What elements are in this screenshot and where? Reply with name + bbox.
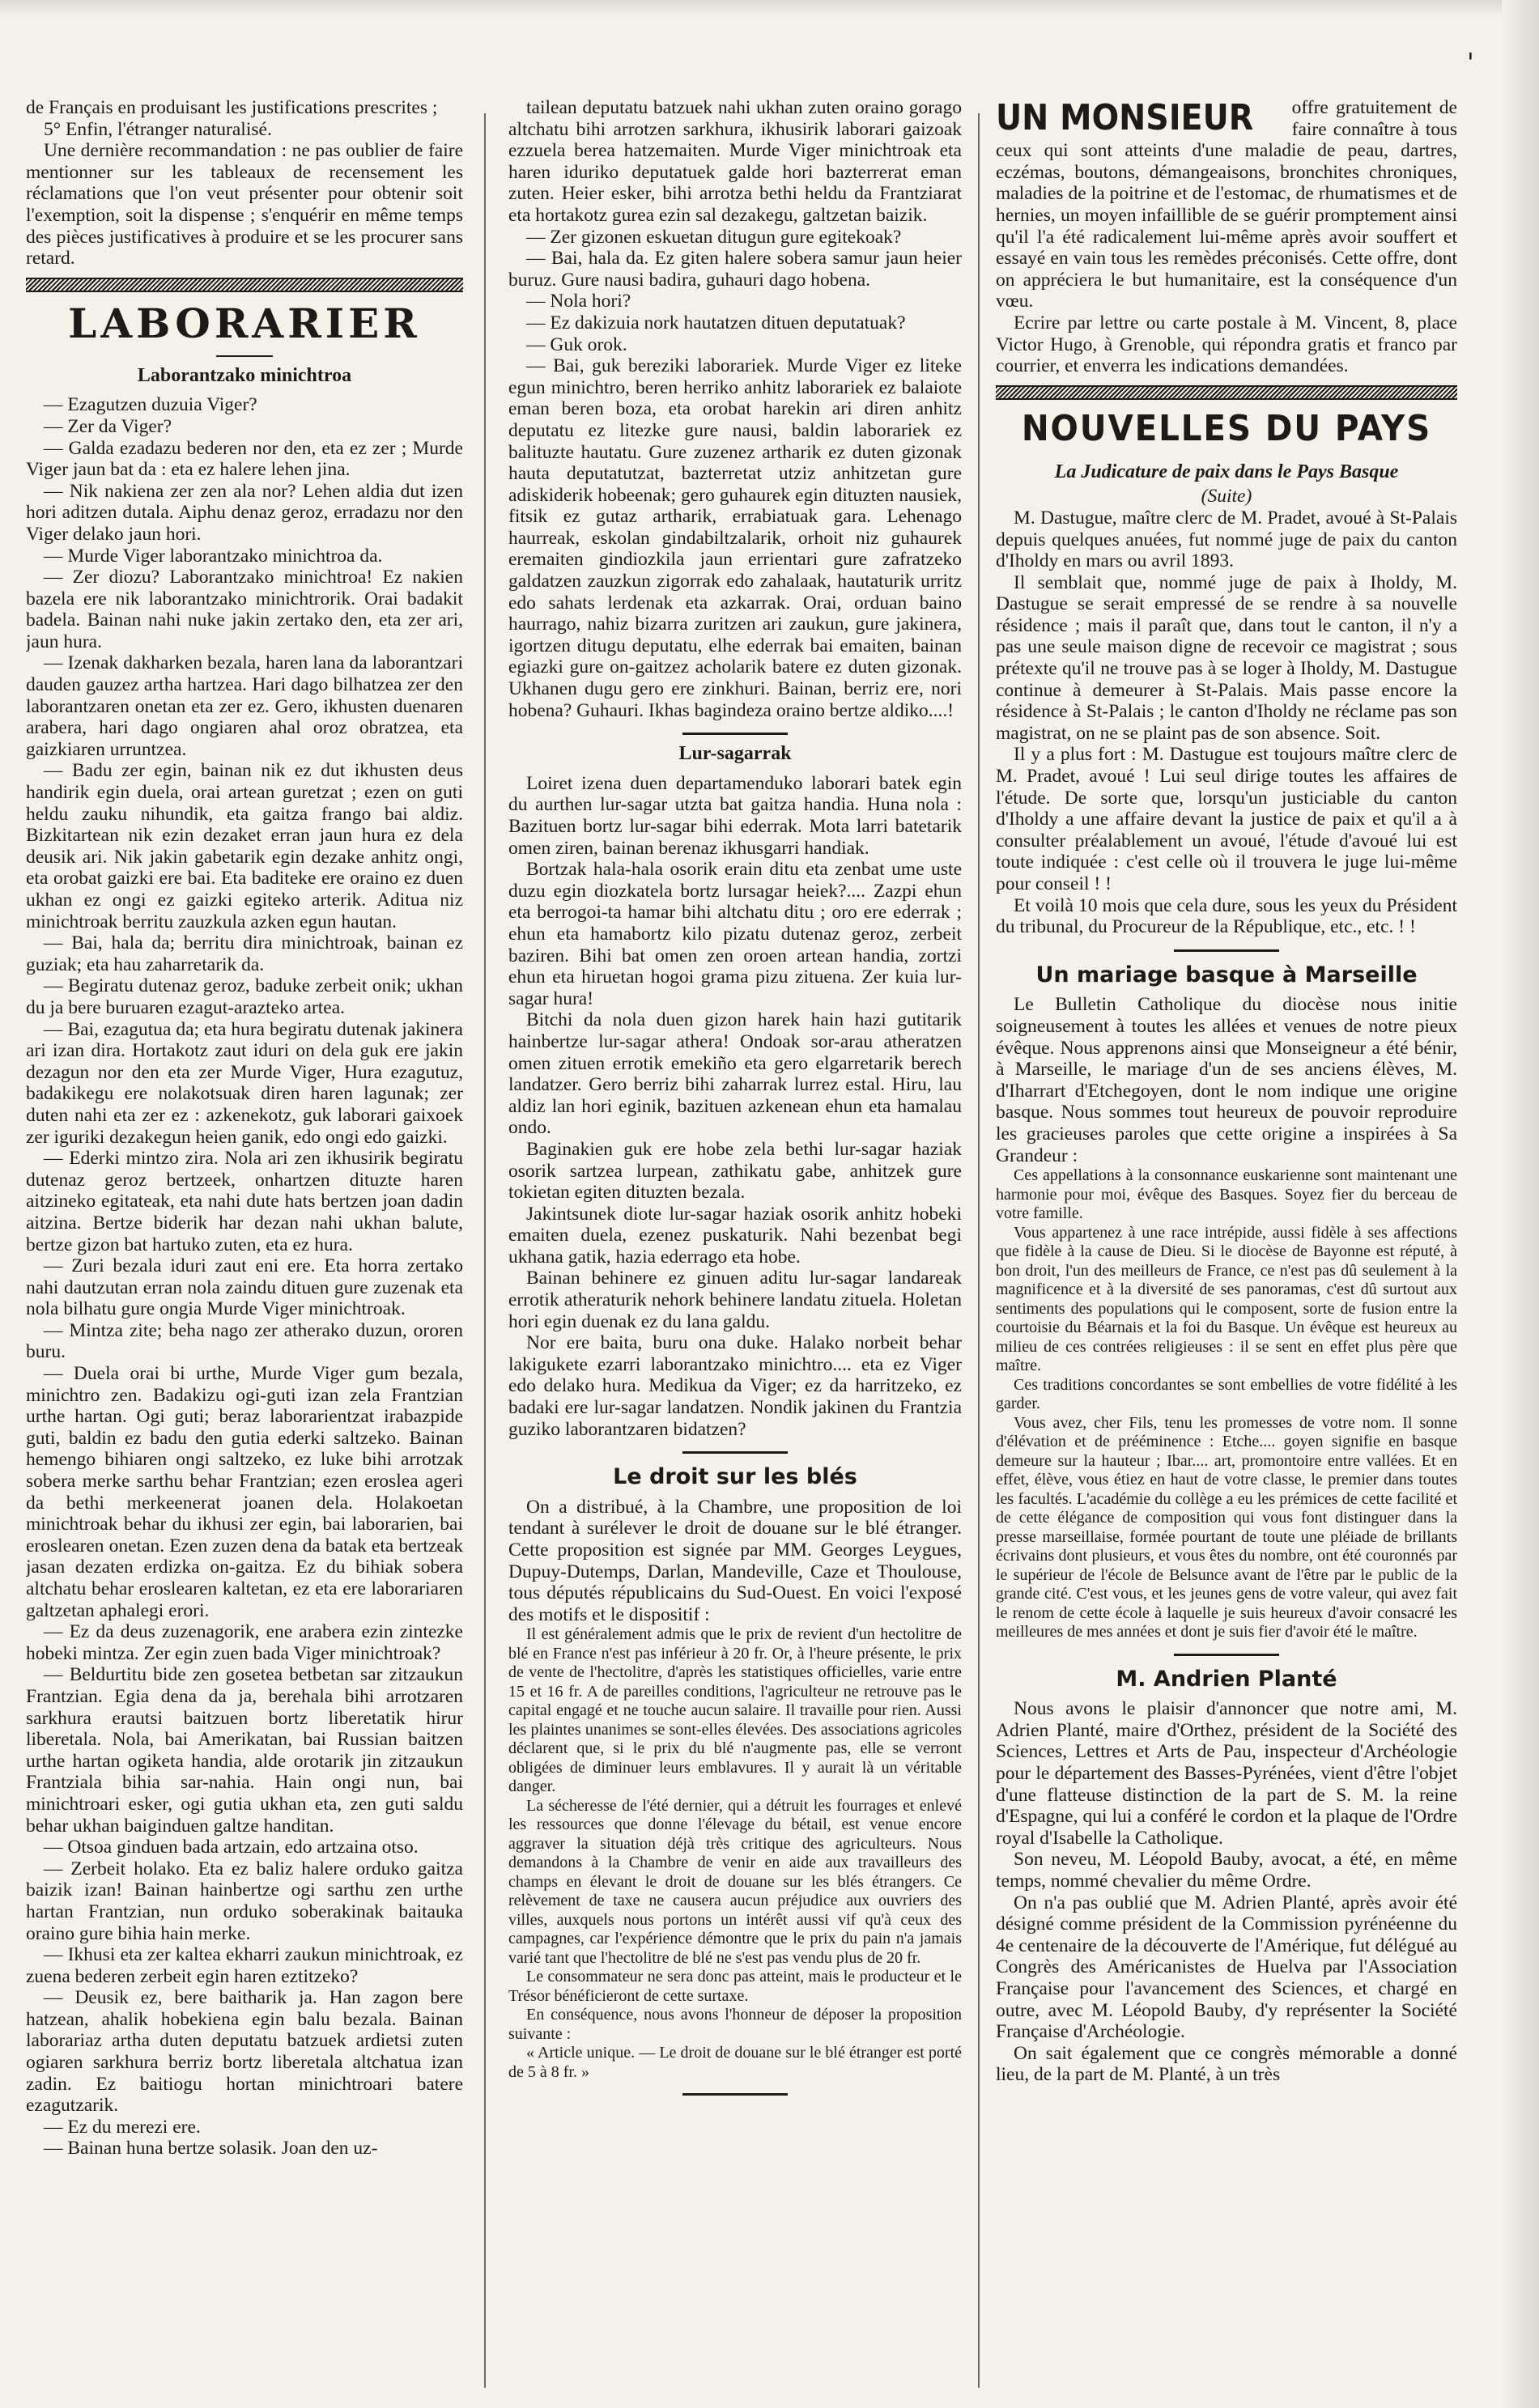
paragraph: — Zer da Viger? — [44, 415, 172, 437]
paragraph: — Ederki mintzo zira. Nola ari zen ikhusirik begiratu dutenaz geroz bertzeek, onhartzen dituzte haren aitzineko egitateak, eta nahi dute hats bertzen joan dadin aitzina. Bertze biderik har dezan nahi ukhan balute, bertze gizon bat hartuko zuten, eta ez hura. — [26, 1148, 463, 1255]
section-divider — [996, 385, 1457, 400]
top-edge — [0, 0, 1539, 16]
paragraph: — Bai, hala da. Ez giten halere sobera samur jaun heier buruz. Gure nausi badira, guhauri dago hobena. — [508, 248, 962, 291]
paragraph: — Mintza zite; beha nago zer atherako duzun, ororen buru. — [26, 1319, 463, 1363]
paragraph: La sécheresse de l'été dernier, qui a détruit les fourrages et enlevé les ressources que donne l'élevage du bétail, est venue encore aggraver la situation déjà très critique des agriculteurs. Nous demandons à la Chambre de venir en aide aux travailleurs des champs en élevant le droit de douane sur les blés étrangers. Ce relèvement de taxe ne causera aucun préjudice aux ouvriers des villes, auxquels nous portons un intérêt aussi vif qu'à ceux des campagnes, car l'expérience démontre que le prix du pain n'a jamais varié tant que l'hectolitre de blé ne s'est pas vendu plus de 20 fr. — [508, 1796, 962, 1967]
column-rule-left — [484, 113, 486, 2388]
laborarier-title: LABORARIER — [68, 299, 421, 347]
paragraph: — Begiratu dutenaz geroz, baduke zerbeit onik; ukhan du ja bere buruaren ezagut-arazteko artea. — [26, 975, 463, 1018]
paragraph: Baginakien guk ere hobe zela bethi lur-sagar haziak osorik sartzea lurpean, zathikatu gabe, anhitzek gure tokietan egiten dituzten bezala. — [508, 1138, 962, 1204]
paragraph: Jakintsunek diote lur-sagar haziak osorik anhitz hobeki emaiten duela, ezenez puskaturik. Nahi bezenbat begi ukhana gatik, hazia ederrago eta hobe. — [508, 1203, 962, 1268]
paragraph: Bortzak hala-hala osorik erain ditu eta zenbat ume uste duzu egin diozkatela bortz lursagar heiek?.... Zazpi ehun eta berrogoi-ta hamar bihi altchatu ditu ; oro ere ederrak ; ehun eta hamabortz kilo pizatu dutenaz geroz, zerbeit baziren. Bihi bat omen zen oroen artean handia, zortzi ehun eta hiruetan hogoi grama pizu zituena. Zer kuia lur-sagar hura! — [508, 859, 962, 1009]
corner-mark: ' — [1467, 47, 1474, 78]
intro-paragraph: de Français en produisant les justifications prescrites ; — [26, 97, 438, 118]
judicature-title: La Judicature de paix dans le Pays Basque — [1054, 461, 1399, 482]
intro-paragraph: Une dernière recommandation : ne pas oublier de faire mentionner sur les tableaux de recensement les réclamations que l'on veut présenter pour obtenir soit l'exemption, soit la dispense ; s'enquérir en même temps des pièces justificatives à produire et se les procurer sans retard. — [26, 140, 463, 270]
paragraph: Nous avons le plaisir d'annoncer que notre ami, M. Adrien Planté, maire d'Orthez, président de la Société des Sciences, Lettres et Arts de Pau, inspecteur d'Archéologie pour le département des Basses-Pyrénées, vient d'être l'objet d'une flatteuse distinction de la part de S. M. la reine d'Espagne, qui lui a conféré le cordon et la plaque de l'Ordre royal d'Isabelle la Catholique. — [996, 1698, 1457, 1849]
page-edge — [1502, 0, 1539, 2408]
paragraph: — Duela orai bi urthe, Murde Viger gum bezala, minichtro zen. Badakizu ogi-guti izan zela Frantzian urthe hartan. Ogi guti; beraz laborarientzat irabazpide guti, baldin ez badu den gutia ederki saltzeko. Bainan hemengo bihiaren ongi saltzeko, ez luke bihi arrotzak sobera merke sarthu behar Frantzian; ezen eroslea ageri da bethi merkeenerat joanen dela. Holakoetan minichtroak behar du ikhusi zer egin, bai laborarien, bai eroslearen onetan. Ezen zuzen dena da batak eta bertzeak jasan dezaten erdizka on-gaitza. Ez du bihiak sobera altchatu behar eroslearen kaltetan, ez eta ere laborariaren galtzetan aphalegi erori. — [26, 1363, 463, 1621]
droit-bles-title: Le droit sur les blés — [613, 1464, 857, 1490]
paragraph: — Ikhusi eta zer kaltea ekharri zaukun minichtroak, ez zuena bederen zerbeit egin haren eztitzeko? — [26, 1944, 463, 1987]
paragraph: Bainan behinere ez ginuen aditu lur-sagar landareak errotik atheraturik nehork behinere landatu zituela. Holetan hori egin duenak ez du lana galdu. — [508, 1268, 962, 1332]
paragraph: — Izenak dakharken bezala, haren lana da laborantzari dauden gauzez artha hartzea. Hari dago bilhatzea zer den laborantzaren onetan eta zer ez. Gero, ikhusten duenaren arabera, hari dago ongiaren ahal oroz obratzea, eta gaizkiaren urruntzea. — [26, 652, 463, 760]
paragraph: Nor ere baita, buru ona duke. Halako norbeit behar lakigukete ezarri laborantzako minichtro.... eta ez Viger edo delako hura. Medikua da Viger; ez da harritzeko, ez badaki ere lur-sagar landatzen. Nondik jakinen du Frantzia guziko laborantzaren bidatzen? — [508, 1332, 962, 1440]
paragraph: — Nola hori? — [526, 291, 631, 312]
mariage-body — [996, 994, 1457, 1166]
lur-sagarrak-title: Lur-sagarrak — [678, 743, 792, 765]
paragraph: On sait également que ce congrès mémorable a donné lieu, de la part de M. Planté, à un très — [996, 2042, 1457, 2086]
mariage-quote — [996, 1166, 1457, 1642]
paragraph: — Ez da deus zuzenagorik, ene arabera ezin zintezke hobeki mintza. Zer egin zuen bada Viger minichtroak? — [26, 1621, 463, 1664]
paragraph: — Zer gizonen eskuetan ditugun gure egitekoak? — [526, 226, 902, 248]
paragraph: — Ezagutzen duzuia Viger? — [44, 394, 257, 416]
paragraph: — Bai, hala da; berritu dira minichtroak, bainan ez guziak; eta hau zaharretarik da. — [26, 932, 463, 975]
paragraph: Ces appellations à la consonnance euskarienne sont maintenant une harmonie pour moi, évêque des Basques. Soyez fier du berceau de votre famille. — [996, 1166, 1457, 1223]
column-3 — [996, 97, 1457, 2376]
paragraph: Et voilà 10 mois que cela dure, sous les yeux du Président du tribunal, du Procureur de la République, etc., etc. ! ! — [996, 894, 1457, 938]
paragraph: — Zer diozu? Laborantzako minichtroa! Ez nakien bazela ere nik laborantzako minichtrorik. Orai badakit badela. Bainan nahi nuke jakin zertako den, eta zer ari, jaun hura. — [26, 567, 463, 652]
paragraph: — Murde Viger laborantzako minichtroa da. — [44, 545, 383, 567]
paragraph: Il y a plus fort : M. Dastugue est toujours maître clerc de M. Pradet, avoué ! Lui seul dirige toutes les affaires de l'étude. De sorte que, lorsqu'un justiciable du canton d'Iholdy a une affaire devant la justice de paix et qu'il a à consulter préalablement un avoué, l'étude d'avoué lui est toute indiquée : c'est celle où il trouvera le juge lui-même pour conseil ! ! — [996, 744, 1457, 894]
judicature-body — [996, 508, 1457, 938]
paragraph: Son neveu, M. Léopold Bauby, avocat, a été, en même temps, nommé chevalier du même Ordre. — [996, 1849, 1457, 1892]
laborarier-subtitle: Laborantzako minichtroa — [137, 364, 352, 386]
paragraph: Ces traditions concordantes se sont embellies de votre fidélité à les garder. — [996, 1375, 1457, 1413]
paragraph: En conséquence, nous avons l'honneur de déposer la proposition suivante : — [508, 2006, 962, 2043]
paragraph: — Nik nakiena zer zen ala nor? Lehen aldia dut izen hori aditzen dutala. Aiphu denaz geroz, erradazu nor den Viger delako jaun hori. — [26, 480, 463, 545]
paragraph: On n'a pas oublié que M. Adrien Planté, après avoir été désigné comme président de la Commission pyrénéenne du 4e centenaire de la découverte de l'Amérique, fut délégué au Congrès des Américanistes de Huelva par l'Association Française pour l'avancement des Sciences, et chargé en outre, avec M. Léopold Bauby, d'y représenter la Société Française d'Archéologie. — [996, 1892, 1457, 2043]
paragraph: Bitchi da nola duen gizon harek hain hazi gutitarik hainbertze lur-sagar athera! Ondoak sor-arau atheratzen omen zituen errotik emekiño eta gero elgarretarik berech landatzer. Gero berriz bihi zaharrak lurrez estal. Hiru, lau aldiz lan hori eginik, bazituen azkenean ehun eta hamalau ondo. — [508, 1009, 962, 1139]
paragraph: — Beldurtitu bide zen gosetea betbetan sar zitzaukun Frantzian. Egia dena da ja, berehala bihi arrotzaren sarkhura erautsi baitzuen bortz liberetatik hirur liberetala. Nola, bai Amerikatan, bai Russian baitzen urthe hartan ogiketa handia, alde orotarik jin zitzaukun Frantziala bihia sar-nahia. Hain ongi nun, bai minichtroari esker, ogi gutia ukhan eta, zen guti saldu behar ukhan baiginduen galtze handitan. — [26, 1664, 463, 1837]
advertisement — [996, 97, 1457, 377]
paragraph: Vous avez, cher Fils, tenu les promesses de votre nom. Il sonne d'élévation et de prééminence : Etche.... goyen signifie en basque demeure sur la hauteur ; Ibar.... art, promontoire entre vallées. Et en effet, élève, vous étiez en haut de votre classe, le premier dans toutes les facultés. L'académie du collège a eu les prémices de cette facilité et de cette élégance de composition qui vous font distinguer dans la presse marseillaise, formée pourtant de toute une pléiade de brillants écrivains dont plusieurs, et vous êtes du nombre, ont été couronnés par le supérieur de l'école de Belsunce avant de l'être par le public de la grande cité. C'est vous, et les jeunes gens de votre valeur, qui avez fait le renom de cette école à laquelle je suis heureux d'avoir consacré les meilleures de mes années et dont je suis fier d'avoir été le maître. — [996, 1413, 1457, 1641]
paragraph: — Ez dakizuia nork hautatzen dituen deputatuak? — [526, 312, 906, 333]
paragraph: — Bainan huna bertze solasik. Joan den uz- — [44, 2138, 378, 2160]
mariage-title: Un mariage basque à Marseille — [1035, 962, 1418, 987]
dialogue-body — [26, 394, 463, 2160]
column-2 — [508, 97, 962, 2376]
dialogue-continued — [508, 97, 962, 721]
section-divider — [26, 278, 463, 292]
plante-title: M. Andrien Planté — [1116, 1666, 1337, 1692]
paragraph: — Zuri bezala iduri zaut eni ere. Eta horra zertako nahi dautzutan erran nola zaindu dituen gure zuzenak eta nola bilhatu gure ongia Murde Viger minichtroak. — [26, 1255, 463, 1320]
paragraph: — Bai, guk bereziki laborariek. Murde Viger ez liteke egun minichtro, beren herriko anhitz laborariek ez balaiote eman beren boza, eta orobat harekin ari diren anhitz deputatu ez litezke gure nausi, baldin laborariek ez balituzte hautatu. Gure zuzenez artharik ez duten gizonak hauta deputatutzat, bazterretat utziz anhitzetan gure adiskiderik hobeenak; gero guhaurek egin dituzten nausiek, fitsik ez gutaz artharik, errabiatuak gara. Lehenago haurreak, eskolan gindabiltzalarik, orhoit niz guhaurek eremaiten gindiozkila jaun errientari gure zafratzeko galdatzen zauzkun zigorrak edo zahalaak, hautaturik urritz edo sahats lerdenak eta azkarrak. Orai, orduan baino haurrago, nahiz bizarra zuritzen ari zaukun, gure jakinera, igortzen ditugu deputatu, elhe ederrak bai emaiten, bainan egiazki gure on-gaitzez acholarik batere ez duten gizonak. Ukhanen dugu gero ere zinkhuri. Bainan, berriz ere, nori hobena? Guhauri. Ikhas bagindeza oraino bertze aldiko....! — [508, 355, 962, 721]
ad-paragraph: offre gratuitement de faire connaître à tous ceux qui sont atteints d'une maladie de peau, dartres, eczémas, boutons, démangeaisons, bronchites chroniques, maladies de la poitrine et de l'estomac, de rhumatismes et de hernies, un moyen infaillible de se guérir promptement ainsi qu'il l'a été radicalement lui-même après avoir souffert et essayé en vain tous les remèdes préconisés. Cette offre, dont on appréciera le but humanitaire, est la conséquence d'un vœu. — [996, 97, 1457, 312]
intro-paragraph: 5° Enfin, l'étranger naturalisé. — [44, 118, 272, 140]
paragraph: — Badu zer egin, bainan nik ez dut ikhusten deus handirik egin duela, orai artean guretzat ; ezen on guti heldu zauku nihundik, eta gaitza frango bai aldiz. Bizkitartean nik ezin dezaket erran jaun hura ez dela deusik ari. Nik jakin gabetarik egin dezake anhitz ongi, eta orobat gaizki ere bai. Eta baditeke ere oraino ez duen ukhan ez ongi ez gaizki egiteko arterik. Aditua niz minichtroak berritu zauzkula azken egun hautan. — [26, 760, 463, 932]
monsieur-heading: UN MONSIEUR — [996, 97, 1254, 138]
paragraph: M. Dastugue, maître clerc de M. Pradet, avoué à St-Palais depuis quelques anuées, fut nommé juge de paix du canton d'Iholdy en mars ou avril 1893. — [996, 507, 1457, 572]
article-separator — [1174, 1654, 1279, 1656]
paragraph: — Zerbeit holako. Eta ez baliz halere orduko gaitza baizik izan! Bainan hainbertze ogi sarthu zen urthe hartan Frantzian, nun orduko soberakinak baitauka oraino gure bihia hain merke. — [26, 1858, 463, 1944]
paragraph: On a distribué, à la Chambre, une proposition de loi tendant à surélever le droit de douane sur le blé étranger. Cette proposition est signée par MM. Georges Leygues, Dupuy-Dutemps, Darlan, Mandeville, Caze et Thoulouse, tous députés républicains du Sud-Ouest. En voici l'exposé des motifs et le dispositif : — [508, 1496, 962, 1625]
lur-sagarrak-body — [508, 773, 962, 1440]
ad-paragraph: Ecrire par lettre ou carte postale à M. Vincent, 8, place Victor Hugo, à Grenoble, qui répondra gratis et franco par courrier, et enverra les indications demandées. — [996, 312, 1457, 377]
paragraph: Vous appartenez à une race intrépide, aussi fidèle à ses affections que fidèle à la cause de Dieu. Si le diocèse de Bayonne est réputé, à bon droit, l'un des meilleurs de France, ce n'est pas dû seulement à la magnificence et à la diversité de ses panoramas, c'est dû surtout aux sentiments des populations qui le composent, sorte de fusion entre la courtoisie du Béarnais et la foi du Basque. Un évêque est heureux au milieu de ces contrées religieuses : il se sent en effet plus père que maître. — [996, 1223, 1457, 1375]
paragraph: Il semblait que, nommé juge de paix à Iholdy, M. Dastugue se serait empressé de se rendre à sa nouvelle résidence ; mais il paraît que, dans tout le canton, il n'y a pas une seule maison digne de recevoir ce magistrat ; sous prétexte qu'il ne trouve pas à se loger à Iholdy, M. Dastugue continue à demeurer à St-Palais. Mais passe encore la résidence à St-Palais ; le canton d'Iholdy ne réclame pas son magistrat, on ne se plaint pas de son absence. Soit. — [996, 571, 1457, 744]
paragraph: Le Bulletin Catholique du diocèse nous initie soigneusement à toutes les allées et venues de notre pieux évêque. Nous apprenons ainsi que Monseigneur a été bénir, à Marseille, le mariage d'un de ses anciens élèves, M. d'Iharrart d'Etchegoyen, dont le nom indique une origine basque. Nous sommes tout heureux de pouvoir reproduire les gracieuses paroles que cette origine a inspirées à Sa Grandeur : — [996, 994, 1457, 1166]
judicature-suite: (Suite) — [1201, 486, 1252, 508]
paragraph: — Guk orok. — [526, 333, 627, 355]
article-separator — [1174, 949, 1279, 952]
paragraph: tailean deputatu batzuek nahi ukhan zuten oraino gorago altchatu bihi arrotzen sarkhura, ikhusirik laborari gaizoak ezzuela berea hatzemaiten. Murde Viger minichtroak eta haren iduriko deputatuek galde hori bazterrerat eman zuten. Heier esker, bihi arrotza bethi heldu da Frantziarat eta hortakotz gurea ezin sal dezakegu, galtzetan baizik. — [508, 97, 962, 226]
column-rule-right — [978, 113, 980, 2388]
droit-bles-quote — [508, 1625, 962, 2082]
column-1 — [26, 97, 463, 2376]
paragraph: — Bai, ezagutua da; eta hura begiratu dutenak jakinera ari izan dira. Hortakotz zaut iduri on dela guk ere jakin dezagun nor den eta zer Murde Viger, Hura ezagutuz, badakikegu ere nolakotsuak diren haren lagunak; zer duten nahi eta zer ez : azkenekotz, guk laborari gaixoek zer iguriki dezakegun heien ganik, edo ongi edo gaizki. — [26, 1018, 463, 1148]
paragraph: Loiret izena duen departamenduko laborari batek egin du aurthen lur-sagar utzta bat gaitza handia. Huna nola : Bazituen bortz lur-sagar bihi ederrak. Mota larri batetarik omen ziren, bainan berenaz ikhusgarri handiak. — [508, 772, 962, 859]
article-separator — [682, 1451, 788, 1454]
paragraph: « Article unique. — Le droit de douane sur le blé étranger est porté de 5 à 8 fr. » — [508, 2044, 962, 2081]
title-rule — [216, 355, 273, 357]
plante-body — [996, 1698, 1457, 2086]
paragraph: — Deusik ez, bere baitharik ja. Han zagon bere hatzean, ahalik hobekiena egin balu bezala. Bainan laborariaz artha duten deputatu batzuek ardietsi zuten ogiaren sarkhura berriz bortz liberetala altchatua izan zadin. Ez baitiogu hortan minichtroari batere ezagutzarik. — [26, 1987, 463, 2117]
paragraph: — Galda ezadazu bederen nor den, eta ez zer ; Murde Viger jaun bat da : eta ez halere lehen jina. — [26, 437, 463, 481]
article-end-rule — [682, 2093, 788, 2096]
article-separator — [682, 733, 788, 735]
nouvelles-du-pays-title: NOUVELLES DU PAYS — [1021, 407, 1432, 449]
paragraph: — Ez du merezi ere. — [44, 2116, 201, 2138]
droit-bles-body — [508, 1497, 962, 1626]
paragraph: Le consommateur ne sera donc pas atteint, mais le producteur et le Trésor bénéficieront de cette surtaxe. — [508, 1968, 962, 2005]
paragraph: — Otsoa ginduen bada artzain, edo artzaina otso. — [44, 1837, 419, 1858]
paragraph: Il est généralement admis que le prix de revient d'un hectolitre de blé en France n'est pas inférieur à 20 fr. Or, à l'heure présente, le prix de vente de l'hectolitre, d'après les statistiques officielles, varie entre 15 et 16 fr. A de pareilles conditions, l'agriculteur ne retrouve pas le capital engagé et ne touche aucun salaire. Il travaille pour rien. Aussi les plaintes unanimes se sont-elles élevées. Des associations agricoles déclarent que, si le prix du blé n'augmente pas, elle se verront obligées de diminuer leurs emblavures. Il y aurait là un véritable danger. — [508, 1625, 962, 1796]
